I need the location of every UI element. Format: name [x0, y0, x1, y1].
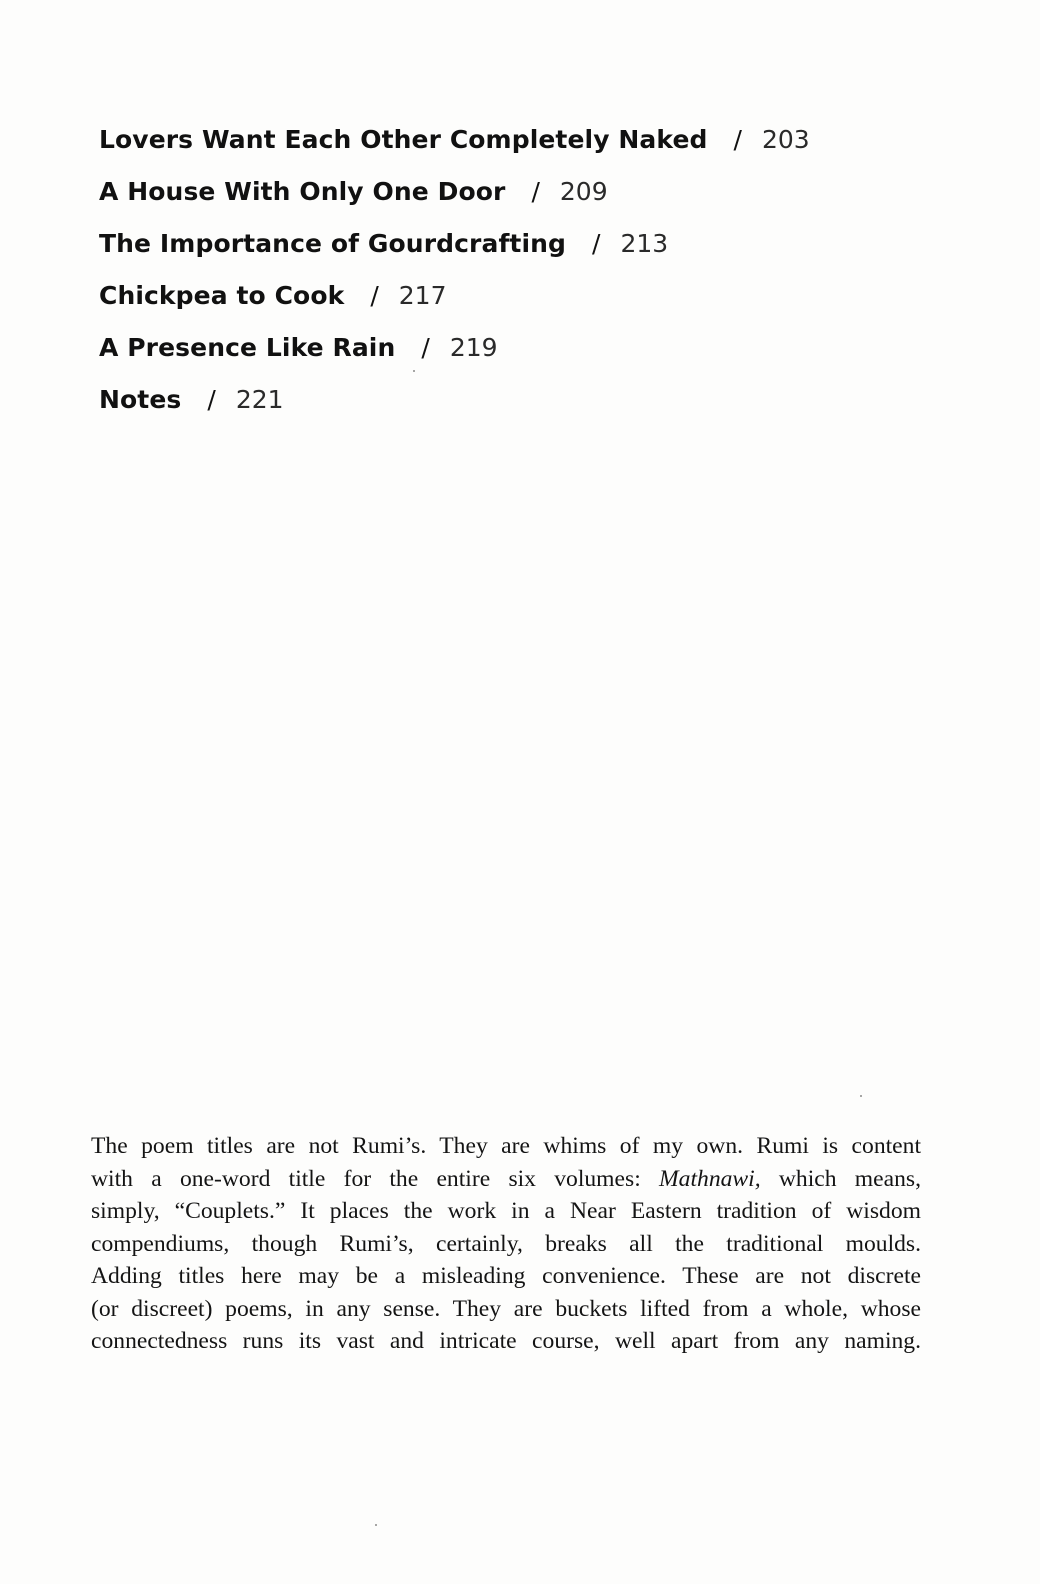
toc-entry[interactable] — [99, 274, 810, 326]
toc-entry-separator: / — [531, 177, 540, 206]
toc-entry-title: A Presence Like Rain — [99, 333, 396, 362]
toc-entry-separator: / — [370, 281, 379, 310]
toc-entry-separator: / — [207, 385, 216, 414]
toc-entry[interactable] — [99, 222, 810, 274]
note-text: compendiums, though Rumi’s, certainly, breaks all the traditional moulds. — [91, 1230, 921, 1257]
print-speck — [413, 370, 415, 372]
note-italic-text: Mathnawi, — [659, 1165, 761, 1192]
note-line — [91, 1228, 921, 1261]
toc-entry-title: Notes — [99, 385, 182, 414]
note-text: (or discreet) poems, in any sense. They are buckets lifted from a whole, whose — [91, 1295, 921, 1322]
note-text: which means, — [760, 1165, 921, 1192]
toc-entry-page-number: 221 — [235, 385, 284, 414]
toc-entry-separator: / — [592, 229, 601, 258]
note-line — [91, 1293, 921, 1326]
toc-entry[interactable] — [99, 378, 810, 430]
note-text: Adding titles here may be a misleading convenience. These are not discrete — [91, 1263, 921, 1289]
note-text: simply, “Couplets.” It places the work in a Near Eastern tradition of wisdom — [91, 1198, 921, 1224]
print-speck — [860, 1095, 862, 1097]
toc-entry-title: The Importance of Gourdcrafting — [99, 229, 567, 258]
note-text: The poem titles are not Rumi’s. They are whims of my own. Rumi is content — [91, 1133, 921, 1159]
toc-entry[interactable] — [99, 170, 810, 222]
toc-entry-page-number: 213 — [620, 229, 669, 258]
toc-entry-page-number: 203 — [761, 125, 810, 154]
toc-entry-page-number: 209 — [559, 177, 608, 206]
note-line — [91, 1163, 921, 1196]
toc-entry-separator: / — [733, 125, 742, 154]
toc-entry-separator: / — [421, 333, 430, 362]
print-speck — [375, 1524, 377, 1526]
note-line — [91, 1325, 921, 1358]
toc-entry-title: Lovers Want Each Other Completely Naked — [99, 125, 708, 154]
note-line — [91, 1195, 921, 1228]
toc-entry[interactable] — [99, 326, 810, 378]
translator-note — [91, 1130, 921, 1358]
table-of-contents — [99, 118, 810, 430]
note-text: with a one-word title for the entire six volumes: — [91, 1165, 660, 1192]
note-line — [91, 1260, 921, 1293]
toc-entry-page-number: 219 — [449, 333, 498, 362]
toc-entry-title: A House With Only One Door — [99, 177, 506, 206]
note-text: connectedness runs its vast and intricate course, well apart from any naming. — [91, 1328, 921, 1354]
note-line — [91, 1130, 921, 1163]
toc-entry[interactable] — [99, 118, 810, 170]
toc-entry-page-number: 217 — [398, 281, 447, 310]
toc-entry-title: Chickpea to Cook — [99, 281, 345, 310]
